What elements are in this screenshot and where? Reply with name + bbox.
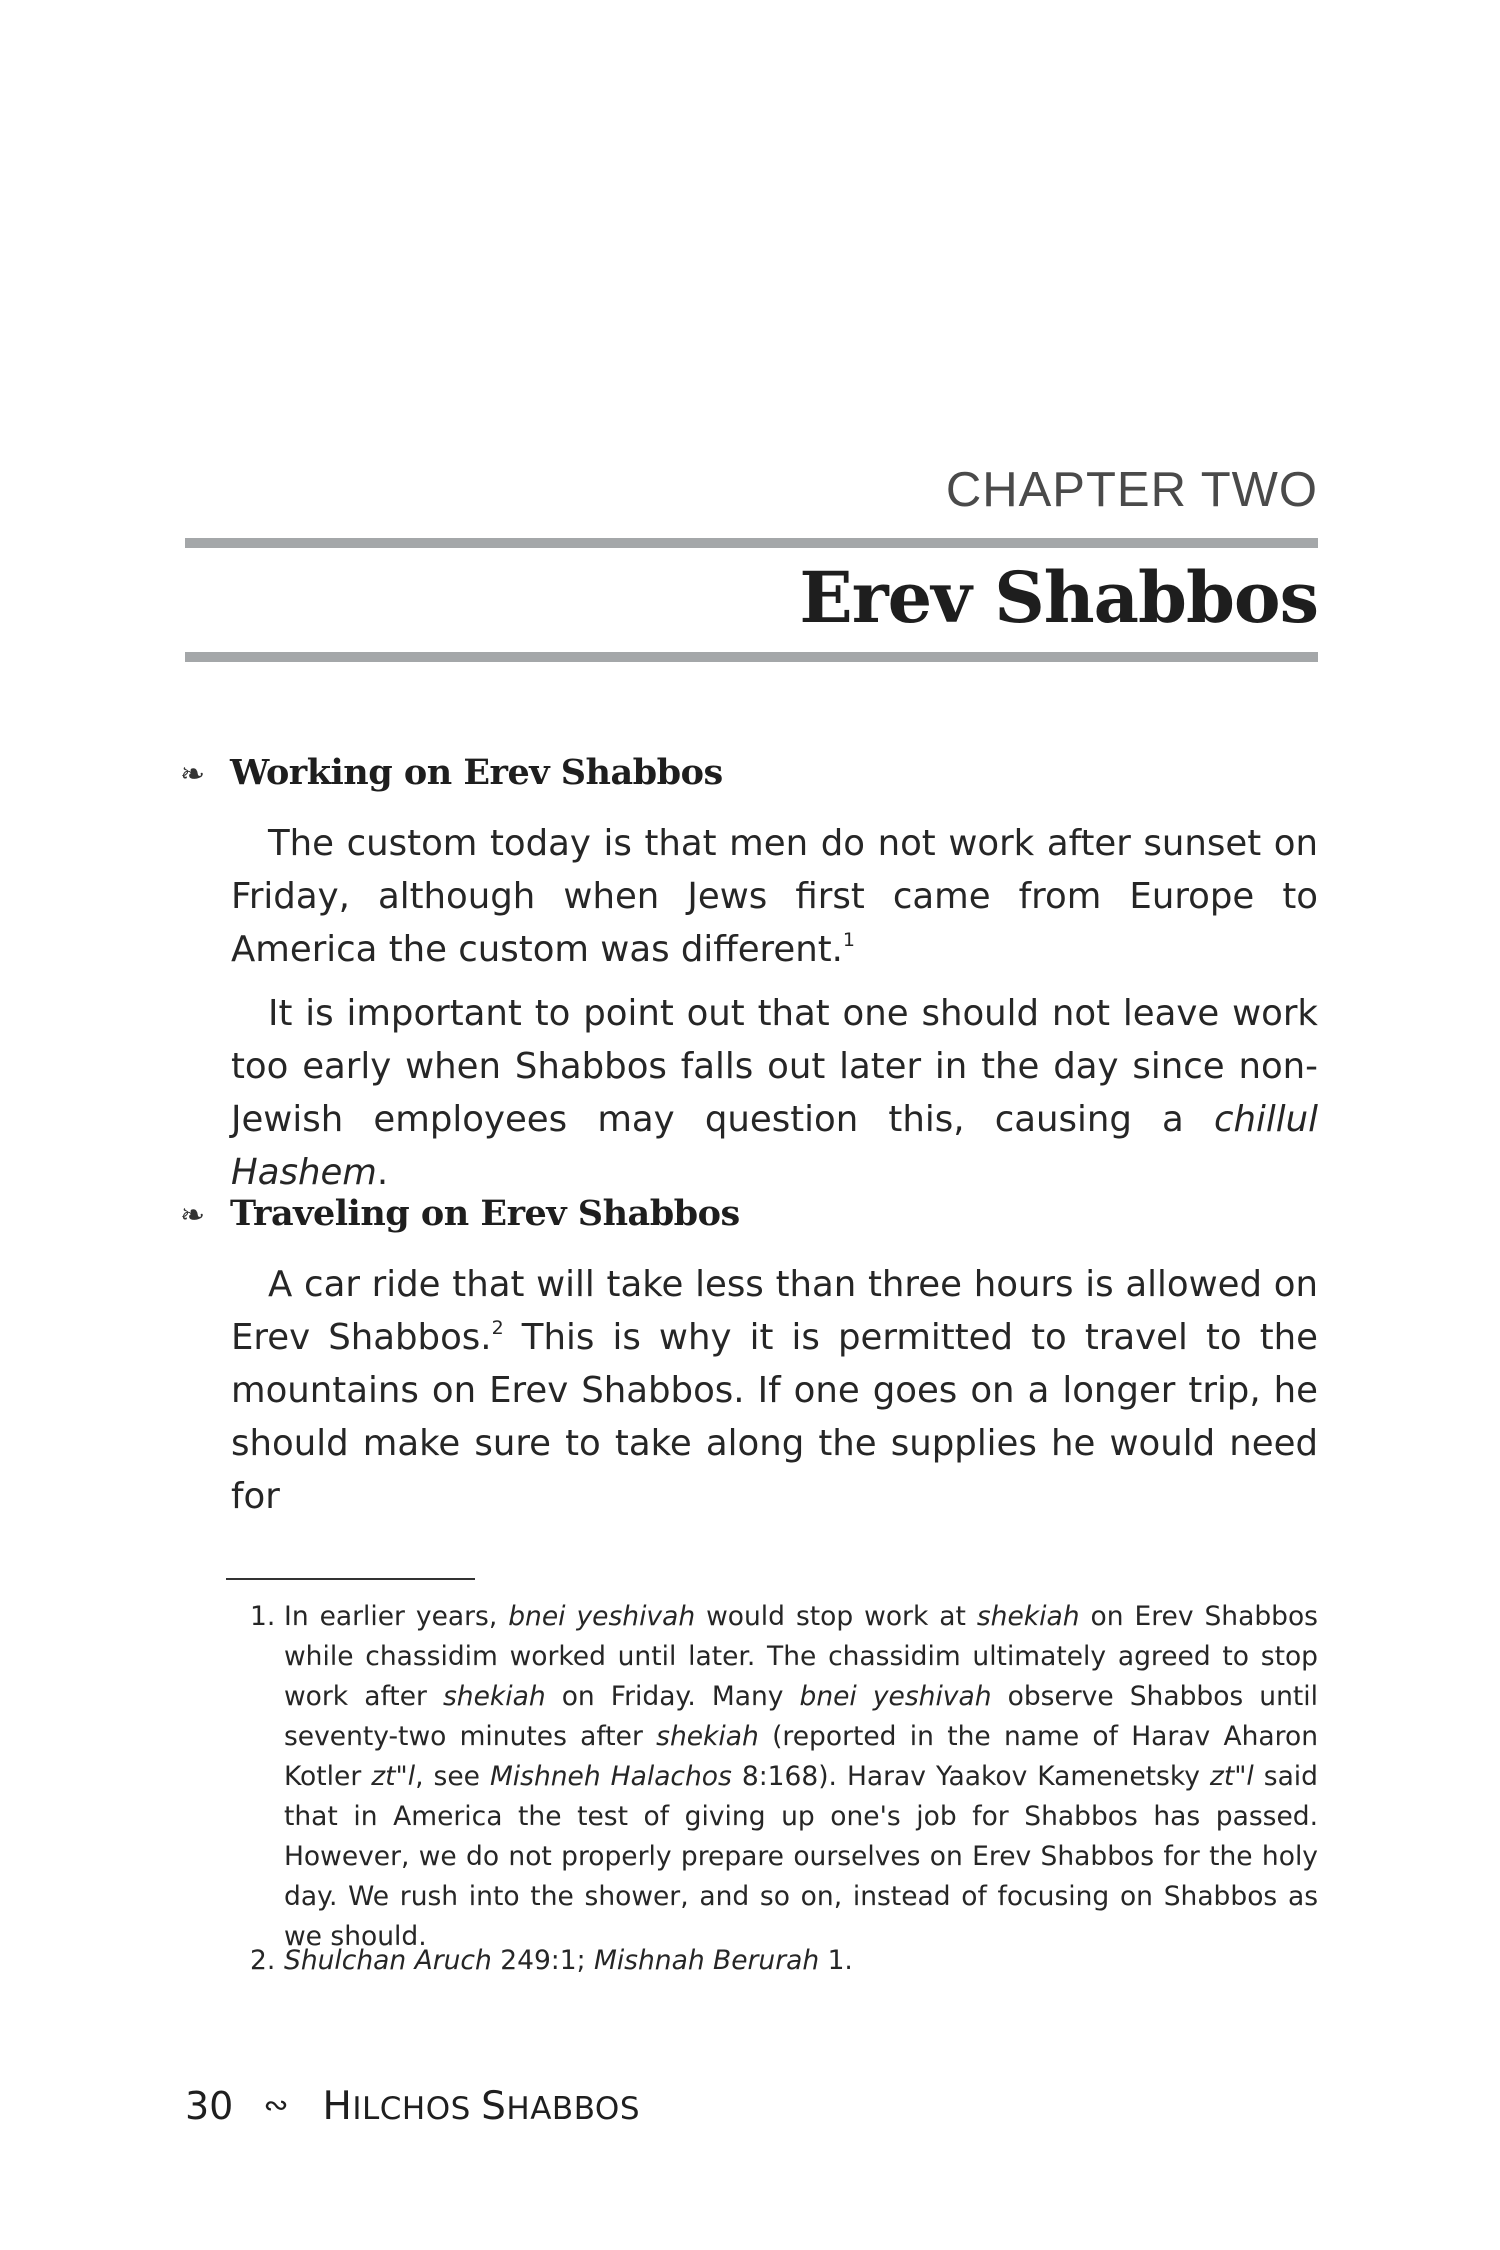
footnote-number: 1. [250, 1601, 276, 1632]
chapter-label: CHAPTER TWO [945, 463, 1318, 517]
paragraph: It is important to point out that one should not leave work too early when Shabbos falls out later in the day since non-Jewish employees may question this, causing a chillul Hashem. [231, 993, 1318, 1193]
page-footer [185, 2084, 640, 2129]
paragraph: A car ride that will take less than three hours is allowed on Erev Shabbos.$^2$ This is why it is permitted to travel to the mountains on Erev Shabbos. If one goes on a longer trip, he should make sure to take along the supplies he would need for [231, 1264, 1318, 1517]
section-heading-traveling [180, 1193, 740, 1234]
section-heading-text: Traveling on Erev Shabbos [230, 1193, 740, 1234]
footnote-separator [226, 1578, 475, 1580]
running-title: HILCHOS SHABBOS [322, 2084, 640, 2129]
leaf-ornament-icon: ❧ [180, 757, 205, 792]
chapter-top-rule [185, 538, 1318, 548]
paragraph: The custom today is that men do not work after sunset on Friday, although when Jews first came from Europe to America the custom was different.$^1$ [231, 823, 1318, 970]
footnote-number: 2. [250, 1945, 276, 1976]
footnote-text: Shulchan Aruch 249:1; Mishnah Berurah 1. [284, 1945, 853, 1976]
page-number: 30 [185, 2084, 234, 2128]
section-heading-working [180, 752, 723, 793]
section-heading-text: Working on Erev Shabbos [230, 752, 723, 793]
swirl-ornament-icon: ∾ [263, 2088, 289, 2123]
footnote [250, 1941, 1318, 1981]
footnote-ref[interactable]: 2 [491, 1317, 504, 1339]
footnote-ref[interactable]: 1 [842, 929, 856, 951]
chapter-title: Erev Shabbos [799, 556, 1318, 639]
chapter-bottom-rule [185, 652, 1318, 662]
footnote-text: In earlier years, bnei yeshivah would stop work at shekiah on Erev Shabbos while chassidim worked until later. The chassidim ultimately agreed to stop work after shekiah on Friday. Many bnei yeshivah observe Shabbos until seventy-two minutes after shekiah (reported in the name of Harav Aharon Kotler zt"l, see Mishneh Halachos 8:168). Harav Yaakov Kamenetsky zt"l said that in America the test of giving up one's job for Shabbos has passed. However, we do not properly prepare ourselves on Erev Shabbos for the holy day. We rush into the shower, and so on, instead of focusing on Shabbos as we should. [284, 1601, 1319, 1952]
footnote [250, 1597, 1318, 1957]
leaf-ornament-icon: ❧ [180, 1198, 205, 1233]
